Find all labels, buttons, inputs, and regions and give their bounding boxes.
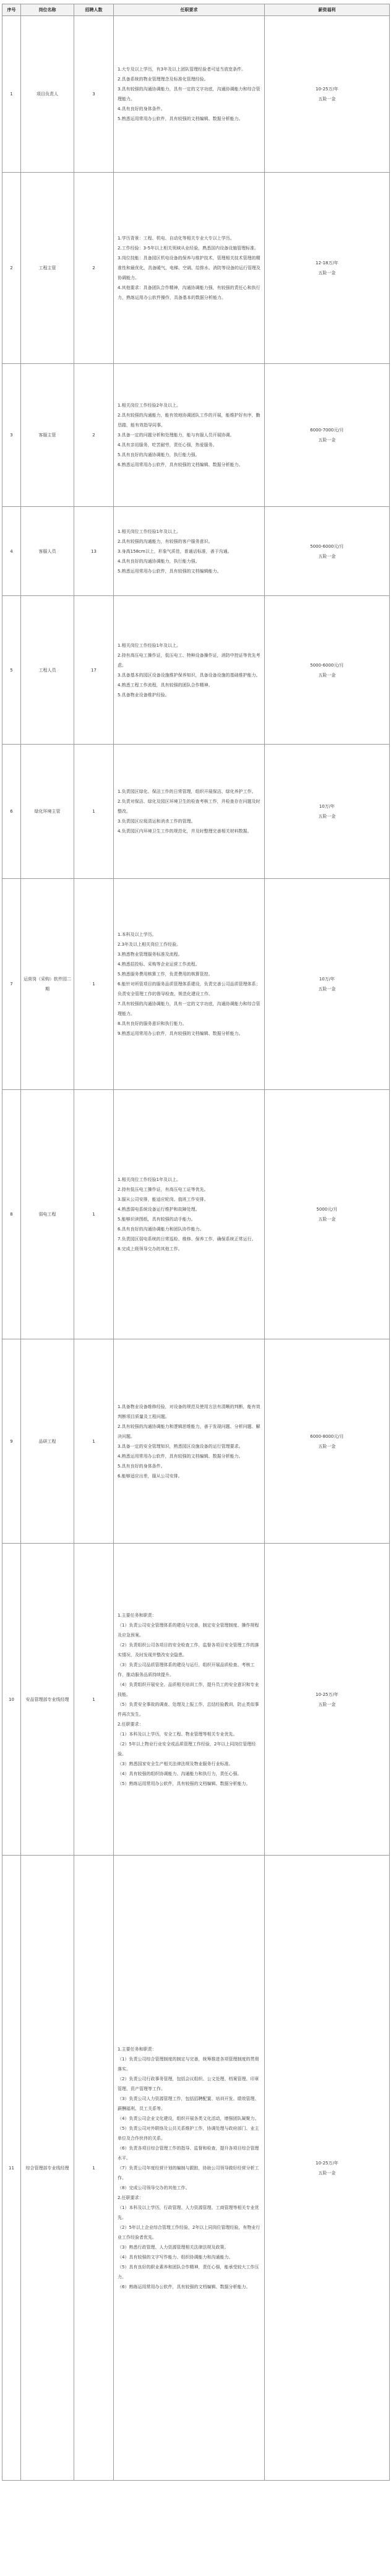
requirement-line: 6.熟悉运用常用办公软件，具有较强的文档编辑、数据分析能力。 <box>118 462 243 467</box>
requirement-line: 6.能够适应出差，服从公司安排。 <box>118 1473 183 1479</box>
requirement-line: 1.大专及以上学历，有3年及以上团队管理经验者可适当放宽条件。 <box>118 67 246 72</box>
header-position: 岗位名称 <box>21 4 74 16</box>
requirement-line: 3.具备一定的安全管理知识，熟悉园区设施设备的运行管理要求。 <box>118 1443 243 1449</box>
row-seq: 11 <box>2 1856 21 2481</box>
row-seq: 9 <box>2 1339 21 1544</box>
row-salary <box>265 16 390 173</box>
row-position-title: 弱电工程 <box>21 1090 74 1339</box>
requirement-line: 6.具有良好的沟通协调能力和团队协作能力。 <box>118 1227 204 1232</box>
row-salary <box>265 745 390 879</box>
row-headcount: 1 <box>74 745 114 879</box>
requirement-line: 3.具备基本的园区设备设施维护保养知识，具备设备设施的基础维护能力。 <box>118 672 260 678</box>
requirement-line: 2.工作经验：3-5年以上相关领域从业经验，熟悉国内设备设施管理标准。 <box>118 246 259 251</box>
recruitment-table <box>2 4 390 2481</box>
requirement-line: 4.具有良好的身体条件。 <box>118 106 165 111</box>
requirement-line: （3）熟悉国家安全生产相关法律法规及物业服务行业标准。 <box>118 1761 233 1766</box>
row-seq: 5 <box>2 596 21 745</box>
row-headcount: 17 <box>74 596 114 745</box>
benefits: 五险一金 <box>318 270 336 275</box>
requirement-line: 1.负责园区绿化、保洁工作的日常管理，组织开展保洁、绿化养护工作。 <box>118 789 256 794</box>
salary-range: 12-18万/年 <box>316 261 338 266</box>
header-seq: 序号 <box>2 4 21 16</box>
requirement-line: 4.其他要求：具备团队合作精神，沟通协调能力强，有较强的责任心和执行力，熟练运用办公软件操作，具备基本的数据分析能力。 <box>118 285 260 300</box>
requirement-line: 1.学历背景：工程、机电、自动化等相关专业大专以上学历。 <box>118 236 234 241</box>
header-requirements: 任职要求 <box>114 4 265 16</box>
requirement-line: （4）负责公司企业文化建设，组织开展各类文化活动，增强团队凝聚力。 <box>118 2116 259 2121</box>
row-headcount: 1 <box>74 1544 114 1856</box>
requirement-line: （6）负责各项目综合管理工作的指导、监督和检查，提升各项目综合管理水平。 <box>118 2145 259 2161</box>
benefits: 五险一金 <box>318 553 336 559</box>
requirement-line: 1.主要任务和职责： <box>118 1612 157 1618</box>
requirement-line: （2）5年以上物业行业安全或品质管理工作经验，2年以上同岗位管理经验。 <box>118 1741 256 1757</box>
benefits: 五险一金 <box>318 438 336 443</box>
requirement-line: 3.负责园区垃圾清运和消杀工作的管理。 <box>118 819 196 824</box>
requirement-line: 2.具备系统的物业管理理念及标准化管理经验。 <box>118 77 208 82</box>
row-seq: 8 <box>2 1090 21 1339</box>
table-row <box>2 745 390 879</box>
requirement-line: （1）本科及以上学历，安全工程、物业管理等相关专业优先。 <box>118 1731 238 1737</box>
salary-range: 5000-6000元/月 <box>310 662 344 668</box>
row-salary <box>265 173 390 364</box>
row-salary <box>265 1090 390 1339</box>
requirement-line: 4.具有良好的沟通协调能力，执行能力强。 <box>118 558 200 564</box>
row-position-title: 客服人员 <box>21 507 74 596</box>
requirement-line: 4.具有亲切服务，吃苦耐劳，责任心强，热爱服务。 <box>118 443 217 447</box>
salary-range: 10万/年 <box>319 804 335 809</box>
row-salary <box>265 1544 390 1856</box>
requirement-line: 2.任职要求： <box>118 2195 144 2200</box>
requirement-line: （4）具有较强的文字写作能力、组织协调能力和沟通能力。 <box>118 2254 233 2260</box>
salary-range: 10-25万/年 <box>316 87 338 92</box>
requirement-line: 1.主要任务和职责： <box>118 2046 157 2052</box>
requirement-line: （5）负责安全事故的调查、处理及上报工作，总结经验教训，防止类似事件再次发生。 <box>118 1701 259 1717</box>
benefits: 五险一金 <box>318 97 336 102</box>
row-salary <box>265 364 390 507</box>
table-row <box>2 1090 390 1339</box>
requirement-line: 2.持有低压电工操作证，有高压电工证等优先。 <box>118 1187 208 1192</box>
row-seq: 2 <box>2 173 21 364</box>
row-requirements <box>114 364 265 507</box>
benefits: 五险一金 <box>318 1217 336 1222</box>
header-salary: 薪资福利 <box>265 4 390 16</box>
table-row <box>2 1339 390 1544</box>
table-row <box>2 596 390 745</box>
requirement-line: 2.任职要求： <box>118 1721 144 1727</box>
requirement-line: 1.相关岗位工作经验1年及以上。 <box>118 529 181 534</box>
requirement-line: （3）负责公司人力资源管理工作，包括招聘配置、培训开发、绩效管理、薪酬福利、员工关系等。 <box>118 2096 259 2111</box>
row-requirements <box>114 1856 265 2481</box>
requirement-line: 5.具有良好的沟通协调能力，执行能力强。 <box>118 452 200 457</box>
requirement-line: 7.负责园区弱电系统的日常巡检、维修、保养工作，确保系统正常运行。 <box>118 1237 256 1242</box>
requirement-line: （3）熟悉行政管理、人力资源管理相关法律法规及政策。 <box>118 2244 229 2250</box>
row-salary <box>265 1856 390 2481</box>
row-headcount: 2 <box>74 173 114 364</box>
table-row <box>2 1544 390 1856</box>
row-position-title: 客服主管 <box>21 364 74 507</box>
requirement-line: 3.岗位技能：具备园区机电设备的保养与维护技术，管理相关技术管理的精准性和最优化，具备暖气、电梯、空调、给排水、消防等设备的运行管理及协调能力。 <box>118 256 260 280</box>
requirement-line: 2.具有较强的沟通协调能力和逻辑思维能力，善于发现问题、分析问题、解决问题。 <box>118 1424 260 1439</box>
requirement-line: 3.具备一定的问题分析和处理能力，能与有服人员开展协调。 <box>118 433 234 438</box>
requirement-line: 3.身高158cm以上，形象气质佳，普通话标准，善于沟通。 <box>118 548 232 554</box>
row-seq: 1 <box>2 16 21 173</box>
requirement-line: 9.熟悉运用常用办公软件，具有较强的文档编辑、数据分析能力。 <box>118 1031 243 1036</box>
benefits: 五险一金 <box>318 814 336 819</box>
row-position-title: 绿化环境主管 <box>21 745 74 879</box>
row-salary <box>265 879 390 1090</box>
table-row <box>2 1856 390 2481</box>
row-headcount: 3 <box>74 16 114 173</box>
row-seq: 10 <box>2 1544 21 1856</box>
row-salary <box>265 1339 390 1544</box>
requirement-line: 7.具有较强的沟通协调能力，具有一定的文字功底，沟通协调能力和综合管理能力。 <box>118 1001 260 1016</box>
row-position-title: 工程主管 <box>21 173 74 364</box>
salary-range: 5000元/月 <box>316 1207 338 1212</box>
requirement-line: 8.完成上级领导交办的其他工作。 <box>118 1247 183 1251</box>
benefits: 五险一金 <box>318 2170 336 2176</box>
requirement-line: 1.本科及以上学历。 <box>118 932 157 937</box>
row-position-title: 工程人员 <box>21 596 74 745</box>
requirement-line: （5）熟练运用常用办公软件，具有较强的文档编辑、数据分析能力。 <box>118 1781 251 1786</box>
requirement-line: 2.具有较强的沟通能力，能有效地协调团队工作的开展，能维护好有序，勤恳踏，能有效指导同事。 <box>118 413 260 428</box>
table-row <box>2 16 390 173</box>
requirement-line: （2）5年以上企业综合管理工作经验，2年以上同岗位管理经验，有物业行业工作经验者优先。 <box>118 2224 260 2240</box>
row-requirements <box>114 879 265 1090</box>
requirement-line: 2.负责对保洁、绿化及园区环境卫生的检查考核工作，并检查存在问题及时整改。 <box>118 799 260 814</box>
requirement-line: （3）负责公司品质管理体系的建设与运行，组织开展品质检查、考核工作，推动服务品质持续提升。 <box>118 1662 255 1677</box>
requirement-line: 2.具有较强的沟通能力，有较强的客户服务意识。 <box>118 538 213 544</box>
salary-range: 10万/年 <box>319 977 335 982</box>
requirement-line: （5）具有良好的职业素养和团队合作精神，责任心强，能承受较大工作压力。 <box>118 2264 259 2280</box>
row-requirements <box>114 1339 265 1544</box>
benefits: 五险一金 <box>318 1701 336 1707</box>
requirement-line: 5.熟悉运用常用办公软件，具有较强的文档编辑、数据分析能力。 <box>118 116 243 121</box>
row-seq: 3 <box>2 364 21 507</box>
row-position-title: 运营岗（采购）软件园二期 <box>21 879 74 1090</box>
row-position-title: 综合管理部专业线经理 <box>21 1856 74 2481</box>
requirement-line: 4.熟悉运用常用办公软件，具有较强的文档编辑、数据分析能力。 <box>118 1453 243 1459</box>
table-row <box>2 173 390 364</box>
salary-range: 10-25万/年 <box>316 1692 338 1697</box>
requirement-line: 5.具有良好的身体条件。 <box>118 1463 165 1469</box>
benefits: 五险一金 <box>318 987 336 992</box>
requirement-line: 4.负责园区内环境卫生工作的规范化，并及时整理完善相关材料数据。 <box>118 829 252 834</box>
row-headcount: 2 <box>74 364 114 507</box>
row-position-title: 安品管理部专业线经理 <box>21 1544 74 1856</box>
requirement-line: 8.具有良好的服务意识和执行能力。 <box>118 1021 187 1026</box>
row-requirements <box>114 745 265 879</box>
row-requirements <box>114 507 265 596</box>
requirement-line: 1.相关岗位工作经验2年及以上。 <box>118 403 181 408</box>
requirement-line: 2.持有高压电工操作证，低压电工、特种设备操作证，消防中控证等优先考虑。 <box>118 652 260 668</box>
requirement-line: （2）负责组织公司各项目的安全检查工作，监督各项目安全管理工作的落实情况，及时发现并整改安全隐患。 <box>118 1642 259 1658</box>
row-headcount: 1 <box>74 1856 114 2481</box>
row-position-title: 项目负责人 <box>21 16 74 173</box>
salary-range: 6000-7000元/月 <box>310 428 344 433</box>
row-requirements <box>114 1544 265 1856</box>
requirement-line: （1）本科及以上学历，行政管理、人力资源管理、工商管理等相关专业优先。 <box>118 2205 259 2220</box>
requirement-line: 3.熟悉物业管理服务标准及流程。 <box>118 952 183 957</box>
requirement-line: 2.3年及以上相关岗位工作经验。 <box>118 942 181 947</box>
row-seq: 6 <box>2 745 21 879</box>
row-headcount: 13 <box>74 507 114 596</box>
requirement-line: 5.熟悉服务费用核算工作，负责费用的核算管控。 <box>118 972 213 977</box>
requirement-line: （7）负责公司年度经营计划的编制与跟踪，协助公司领导做好经营分析工作。 <box>118 2165 259 2181</box>
header-count: 招聘人数 <box>74 4 114 16</box>
row-headcount: 1 <box>74 1090 114 1339</box>
salary-range: 6000-8000元/月 <box>310 1433 344 1439</box>
row-salary <box>265 507 390 596</box>
requirement-line: 5.具备物业设备维护经验。 <box>118 692 170 698</box>
requirement-line: （1）负责公司安全管理体系的建设与完善，制定安全管理制度、操作规程及应急预案。 <box>118 1622 259 1638</box>
table-header-row <box>2 4 390 16</box>
requirement-line: 4.熟悉工程工作流程，具有较强的团队合作精神。 <box>118 682 213 688</box>
requirement-line: 5.熟悉运用常用办公软件，具有较强的文档编辑能力。 <box>118 568 221 574</box>
salary-range: 10-25万/年 <box>316 2160 338 2166</box>
row-seq: 4 <box>2 507 21 596</box>
table-row <box>2 364 390 507</box>
table-row <box>2 879 390 1090</box>
row-requirements <box>114 173 265 364</box>
requirement-line: 3.具有较强的沟通协调能力，具有一定的文字功底，沟通协调能力和综合管理能力。 <box>118 87 260 102</box>
table-body <box>2 16 390 2481</box>
requirement-line: 1.相关岗位工作经验1年及以上。 <box>118 1177 181 1182</box>
requirement-line: 6.能针对所管项目的服务品质管理体系建设，负责完善公司品质管理体系；负责安全管理工作的督导检查、规范化建设工作。 <box>118 982 260 996</box>
table-row <box>2 507 390 596</box>
requirement-line: （1）负责公司综合管理制度的制定与完善，统筹推进各项管理制度的贯彻落实。 <box>118 2056 259 2072</box>
requirement-line: （4）具有较强的组织协调能力、沟通能力和执行力，责任心强。 <box>118 1771 242 1776</box>
row-requirements <box>114 1090 265 1339</box>
requirement-line: （8）完成公司领导交办的其他工作。 <box>118 2185 190 2190</box>
requirement-line: 4.熟悉招投标、采购等企业运营工作流程。 <box>118 962 200 967</box>
requirement-line: （5）负责公司对外联络及公共关系维护工作，协调处理与政府部门、业主单位及合作伙伴的关系。 <box>118 2125 259 2141</box>
benefits: 五险一金 <box>318 672 336 678</box>
requirement-line: 1.相关岗位工作经验1年及以上。 <box>118 642 181 648</box>
row-requirements <box>114 596 265 745</box>
requirement-line: 1.具备物业设备维修经验，对设备的规范及使用方法有清晰的判断，能有效判断项目质量及工程问题。 <box>118 1404 260 1419</box>
benefits: 五险一金 <box>318 1443 336 1449</box>
requirement-line: （4）负责组织开展安全、品质相关培训工作，提升员工的安全意识和专业技能。 <box>118 1682 259 1697</box>
row-headcount: 1 <box>74 879 114 1090</box>
row-requirements <box>114 16 265 173</box>
requirement-line: 4.熟悉弱电系统设备运行维护和故障处理。 <box>118 1207 200 1212</box>
row-seq: 7 <box>2 879 21 1090</box>
requirement-line: （2）负责公司行政事务管理，包括会议组织、公文处理、档案管理、印章管理、资产管理等工作。 <box>118 2076 259 2091</box>
requirement-line: 3.服从公司安排，能适应轮岗、值班工作安排。 <box>118 1197 208 1202</box>
row-salary <box>265 596 390 745</box>
requirement-line: （6）熟练运用常用办公软件，具有较强的文档编辑、数据分析能力。 <box>118 2284 251 2289</box>
salary-range: 5000-6000元/月 <box>310 543 344 549</box>
row-headcount: 1 <box>74 1339 114 1544</box>
requirement-line: 5.能够识读图纸，具有较强的动手能力。 <box>118 1217 196 1222</box>
row-position-title: 品研工程 <box>21 1339 74 1544</box>
